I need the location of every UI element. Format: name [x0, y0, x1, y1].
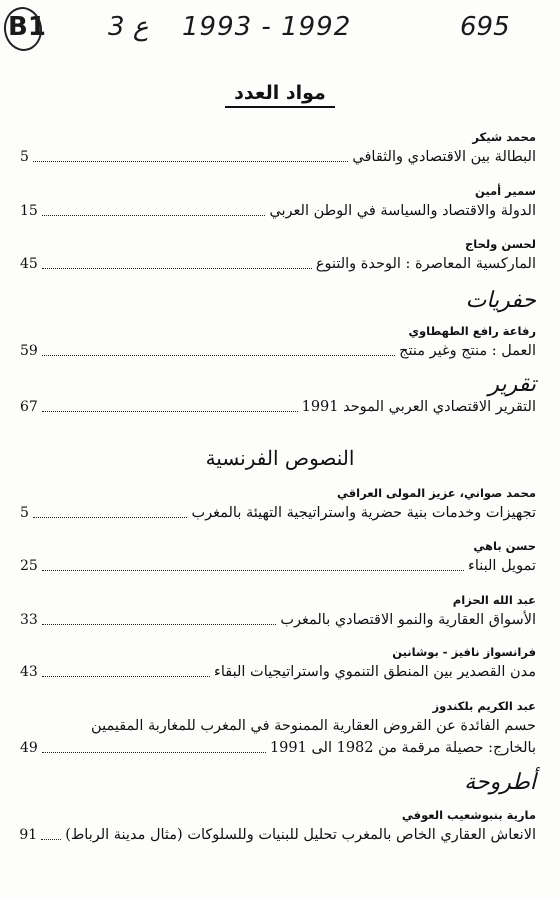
entry-title: الانعاش العقاري الخاص بالمغرب تحليل للبنيات وللسلوكات (مثال مدينة الرباط): [65, 827, 536, 843]
dot-leader: [42, 624, 277, 625]
toc-entry: [20, 128, 536, 168]
entry-author: حسن باهي: [473, 539, 536, 553]
entry-line: [20, 396, 536, 418]
dot-leader: [42, 570, 464, 571]
toc-entry: [20, 182, 536, 222]
entry-line: [20, 340, 536, 362]
toc-entry: [20, 643, 536, 683]
entry-title: تمويل البناء: [468, 558, 536, 574]
toc-entry: [20, 322, 536, 362]
entry-line: [20, 253, 536, 275]
entry-author: عبد الكريم بلكندوز: [432, 699, 536, 713]
entry-page: 91: [19, 827, 38, 843]
dot-leader: [41, 839, 61, 840]
toc-entry: [20, 537, 536, 577]
dot-leader: [42, 411, 298, 412]
entry-author: رفاعة رافع الطهطاوي: [408, 324, 536, 338]
entry-author: مارية بنبوشعيب العوفي: [401, 808, 536, 822]
entry-title: البطالة بين الاقتصادي والثقافي: [352, 149, 536, 165]
toc-entry: [20, 396, 536, 418]
entry-title-line2: بالخارج: حصيلة مرقمة من 1982 الى 1991: [269, 740, 536, 756]
toc-entry: [20, 697, 536, 759]
entry-author: فرانسواز نافيز - بوشانين: [392, 645, 536, 659]
entry-title: الماركسية المعاصرة : الوحدة والتنوع: [315, 256, 536, 272]
entry-page: 25: [20, 558, 38, 574]
handwritten-catalog-header: [0, 6, 560, 50]
entry-line: [20, 200, 536, 222]
entry-page: 15: [20, 203, 38, 219]
entry-title: الأسواق العقارية والنمو الاقتصادي بالمغرب: [280, 612, 536, 628]
dot-leader: [33, 161, 348, 162]
years-range: 1993 - 1992: [182, 12, 352, 42]
toc-entry: [20, 484, 536, 524]
catalog-code: B1: [8, 12, 46, 42]
toc-entry: [20, 235, 536, 275]
toc-entry: [20, 591, 536, 631]
entry-line: [20, 502, 536, 524]
entry-title: تجهيزات وخدمات بنية حضرية واستراتيجية التهيئة بالمغرب: [191, 505, 536, 521]
entry-page: 43: [20, 664, 38, 680]
entry-author: محمد شيكر: [472, 130, 536, 144]
dot-leader: [42, 215, 266, 216]
entry-page: 5: [20, 505, 29, 521]
entry-line: [20, 555, 536, 577]
section-heading-french: النصوص الفرنسية: [205, 446, 355, 470]
entry-page: 59: [20, 343, 38, 359]
entry-title-line1: حسم الفائدة عن القروض العقارية الممنوحة في المغرب للمغاربة المقيمين: [91, 718, 536, 734]
entry-title: مدن القصدير بين المنطق التنموي واستراتيجيات البقاء: [214, 664, 536, 680]
dot-leader: [33, 517, 188, 518]
entry-author: عبد الله الحزام: [452, 593, 536, 607]
dot-leader: [42, 676, 210, 677]
entry-line: [20, 661, 536, 683]
entry-author: لحسن ولحاج: [464, 237, 536, 251]
entry-title: الدولة والاقتصاد والسياسة في الوطن العربي: [269, 203, 536, 219]
entry-author: سمير أمين: [475, 184, 536, 198]
entry-title: التقرير الاقتصادي العربي الموحد 1991: [301, 399, 536, 415]
section-heading-taqrir: تقرير: [488, 372, 536, 397]
entry-line: [20, 824, 536, 846]
entry-page: 67: [20, 399, 38, 415]
entry-title: العمل : منتج وغير منتج: [399, 343, 536, 359]
entry-page: 5: [20, 149, 29, 165]
entry-page: 45: [20, 256, 38, 272]
entry-page: 49: [20, 740, 38, 756]
page-title: مواد العدد: [0, 82, 560, 108]
toc-entry: [20, 806, 536, 846]
dot-leader: [42, 752, 266, 753]
dot-leader: [42, 268, 312, 269]
entry-author: محمد صواني، عزيز المولى العراقي: [337, 486, 536, 500]
dot-leader: [42, 355, 395, 356]
entry-line: [20, 737, 536, 759]
volume-number: 3 ع: [108, 12, 149, 42]
entry-page: 33: [20, 612, 38, 628]
section-heading-hafriyat: حفريات: [465, 288, 536, 313]
entry-line: [20, 609, 536, 631]
entry-line: [20, 146, 536, 168]
section-heading-utruha: أطروحة: [464, 770, 536, 795]
catalog-number: 695: [460, 12, 510, 42]
